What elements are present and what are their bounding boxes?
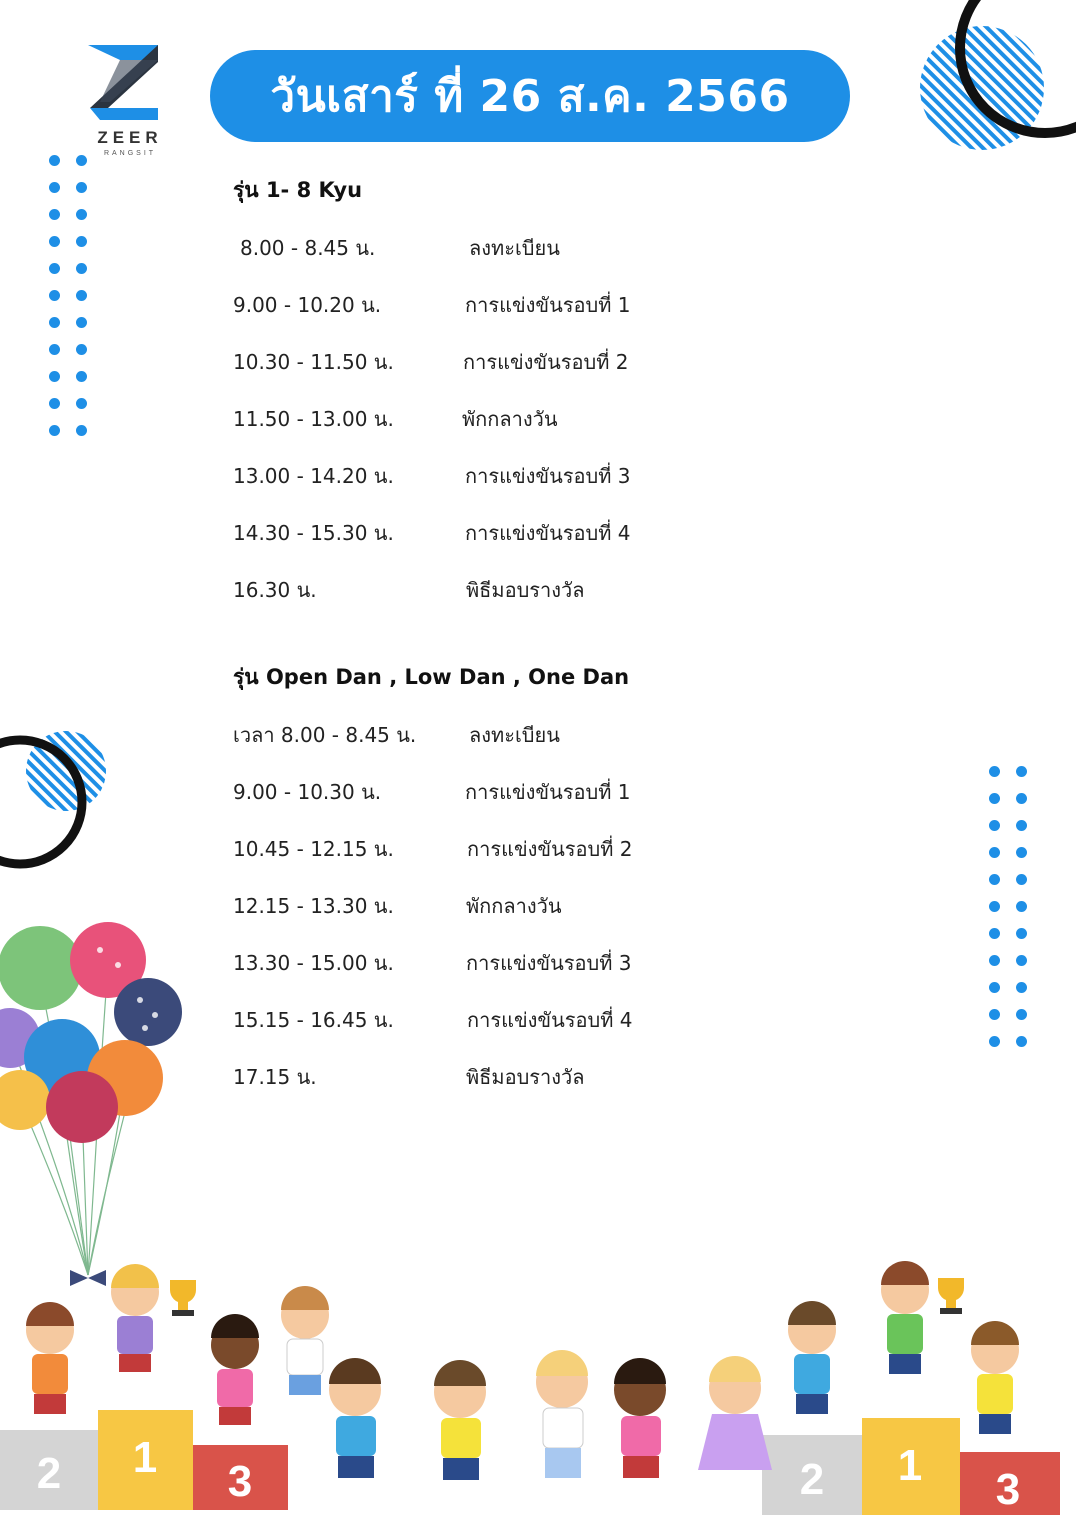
section-heading-kyu: รุ่น 1- 8 Kyu <box>233 178 363 202</box>
schedule-time: 12.15 - 13.30 น. <box>233 894 394 918</box>
section-heading-dan: รุ่น Open Dan , Low Dan , One Dan <box>233 665 630 689</box>
schedule-activity: ลงทะเบียน <box>469 723 560 747</box>
kids-podium-illustration <box>0 1260 1076 1522</box>
schedule-time: 13.30 - 15.00 น. <box>233 951 394 975</box>
podium-left-1: 1 <box>132 1433 158 1482</box>
schedule-activity: การแข่งขันรอบที่ 1 <box>465 293 631 317</box>
balloons-illustration <box>0 920 190 1300</box>
schedule-time: 10.45 - 12.15 น. <box>233 837 394 861</box>
schedule-time: 9.00 - 10.20 น. <box>233 293 382 317</box>
schedule-time: 17.15 น. <box>233 1065 317 1089</box>
podium-right-1: 1 <box>897 1441 923 1490</box>
decorative-circles-left <box>0 725 120 870</box>
schedule-time: 16.30 น. <box>233 578 317 602</box>
schedule-activity: ลงทะเบียน <box>469 236 560 260</box>
schedule-time: 15.15 - 16.45 น. <box>233 1008 394 1032</box>
schedule-time: เวลา 8.00 - 8.45 น. <box>233 723 417 747</box>
logo-wordmark: ZEER <box>97 128 163 147</box>
z-logo-icon <box>80 40 180 125</box>
schedule-time: 11.50 - 13.00 น. <box>233 407 394 431</box>
schedule-time: 14.30 - 15.30 น. <box>233 521 394 545</box>
podium-left-2: 2 <box>36 1449 62 1498</box>
schedule-activity: พิธีมอบรางวัล <box>466 578 585 602</box>
schedule-activity: การแข่งขันรอบที่ 2 <box>463 350 629 374</box>
page-title: วันเสาร์ ที่ 26 ส.ค. 2566 <box>210 50 850 142</box>
schedule-activity: การแข่งขันรอบที่ 3 <box>465 464 631 488</box>
decorative-circles-top-right <box>900 0 1076 170</box>
schedule-activity: พิธีมอบรางวัล <box>466 1065 585 1089</box>
schedule-activity: การแข่งขันรอบที่ 4 <box>467 1008 633 1032</box>
schedule-activity: การแข่งขันรอบที่ 3 <box>466 951 632 975</box>
schedule-time: 9.00 - 10.30 น. <box>233 780 382 804</box>
schedule-activity: พักกลางวัน <box>462 407 558 431</box>
dot-pattern-right <box>989 766 1027 1047</box>
schedule-time: 8.00 - 8.45 น. <box>240 236 376 260</box>
schedule-activity: การแข่งขันรอบที่ 1 <box>465 780 631 804</box>
schedule-activity: พักกลางวัน <box>466 894 562 918</box>
schedule-time: 10.30 - 11.50 น. <box>233 350 394 374</box>
dot-pattern-left <box>49 155 87 436</box>
podium-right-2: 2 <box>799 1455 825 1504</box>
schedule-activity: การแข่งขันรอบที่ 4 <box>465 521 631 545</box>
logo-subtitle: RANGSIT <box>103 150 157 157</box>
podium-left-3: 3 <box>227 1457 253 1506</box>
schedule-time: 13.00 - 14.20 น. <box>233 464 394 488</box>
podium-right-3: 3 <box>995 1465 1021 1514</box>
zeer-logo <box>80 40 180 165</box>
schedule-activity: การแข่งขันรอบที่ 2 <box>467 837 633 861</box>
